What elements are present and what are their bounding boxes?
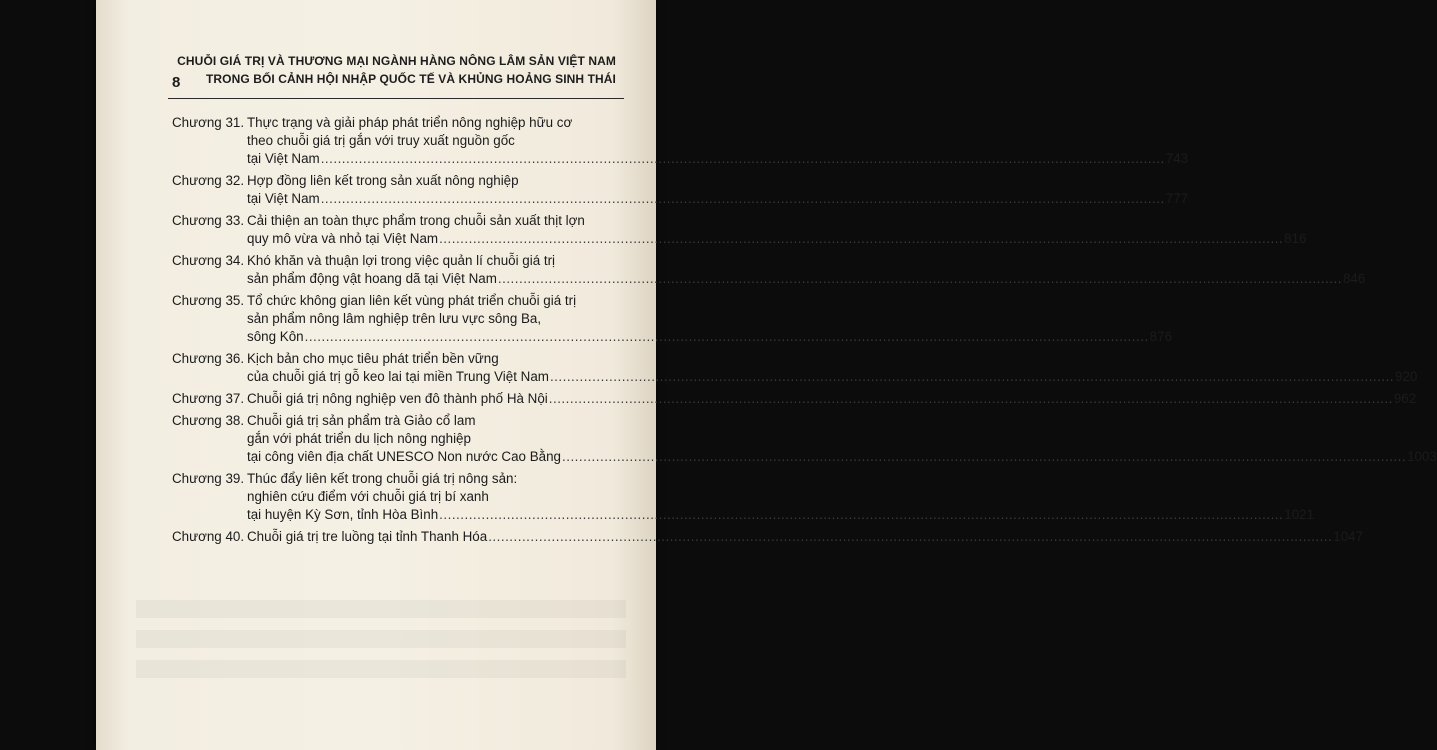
toc-entry: [172, 470, 1315, 524]
toc-dot-leader: ........................................................................................................................................................................................................: [320, 191, 1165, 206]
toc-title-text: Chuỗi giá trị tre luồng tại tỉnh Thanh Hóa: [247, 529, 488, 544]
toc-chapter-label: Chương 33.: [172, 213, 245, 228]
toc-title-line: [247, 448, 1437, 466]
toc-entry: [172, 350, 1418, 386]
toc-entry: [172, 172, 1189, 208]
toc-title-line: Tổ chức không gian liên kết vùng phát triển chuỗi giá trị: [247, 293, 577, 308]
toc-title-line: Cải thiện an toàn thực phẩm trong chuỗi sản xuất thịt lợn: [247, 213, 585, 228]
toc-chapter-label: Chương 35.: [172, 293, 245, 308]
toc-dot-leader: ........................................................................................................................................................................................................: [562, 449, 1407, 464]
toc-entry: [172, 390, 1417, 408]
toc-title-text: tại Việt Nam: [247, 191, 320, 206]
toc-page-number: 816: [1284, 231, 1307, 246]
toc-page-number: 962: [1393, 391, 1417, 406]
toc-title-line: Thực trạng và giải pháp phát triển nông nghiệp hữu cơ: [247, 115, 573, 130]
toc-title-line: [247, 528, 1363, 546]
toc-chapter-label: Chương 32.: [172, 173, 245, 188]
toc-title-line: Chuỗi giá trị sản phẩm trà Giảo cổ lam: [247, 413, 476, 428]
toc-dot-leader: ........................................................................................................................................................................................................: [439, 231, 1284, 246]
table-of-contents: [172, 114, 1437, 546]
page-number: 8: [172, 74, 181, 91]
toc-page-number: 1047: [1333, 529, 1364, 544]
toc-title-text: tại Việt Nam: [247, 151, 320, 166]
running-head: [176, 52, 616, 88]
toc-entry-title: [247, 350, 1417, 386]
toc-dot-leader: ........................................................................................................................................................................................................: [320, 151, 1165, 166]
toc-chapter-label: Chương 37.: [172, 391, 245, 406]
bleed-through-band: [136, 660, 626, 678]
toc-chapter-label: Chương 40.: [172, 529, 245, 544]
toc-title-line: Kịch bản cho mục tiêu phát triển bền vững: [247, 351, 499, 366]
toc-page-number: 1021: [1284, 507, 1315, 522]
toc-chapter-label: Chương 38.: [172, 413, 245, 428]
toc-title-text: sản phẩm động vật hoang dã tại Việt Nam: [247, 271, 497, 286]
running-head-line-2: TRONG BỐI CẢNH HỘI NHẬP QUỐC TẾ VÀ KHỦNG HOẢNG SINH THÁI: [205, 72, 616, 86]
toc-entry: [172, 114, 1189, 168]
toc-entry: [172, 292, 1173, 346]
toc-title-line: Thúc đẩy liên kết trong chuỗi giá trị nông sản:: [247, 471, 518, 486]
toc-title-text: tại huyện Kỳ Sơn, tỉnh Hòa Bình: [247, 507, 439, 522]
toc-entry: [172, 528, 1364, 546]
toc-title-line: [247, 150, 1188, 168]
toc-page-number: 876: [1149, 329, 1173, 344]
toc-entry: [172, 412, 1437, 466]
toc-chapter-label: Chương 36.: [172, 351, 245, 366]
toc-title-line: [247, 390, 1416, 408]
toc-entry-title: [247, 390, 1416, 408]
toc-title-text: tại công viên địa chất UNESCO Non nước Cao Bằng: [247, 449, 561, 464]
toc-page-number: 743: [1165, 151, 1189, 166]
toc-title-line: Khó khăn và thuận lợi trong việc quản lí chuỗi giá trị: [247, 253, 556, 268]
toc-entry-title: [247, 412, 1437, 466]
toc-chapter-label: Chương 39.: [172, 471, 245, 486]
toc-entry-title: [247, 172, 1188, 208]
toc-title-line: [247, 230, 1307, 248]
toc-title-text: Chuỗi giá trị nông nghiệp ven đô thành phố Hà Nội: [247, 391, 548, 406]
toc-page-number: 1003: [1407, 449, 1437, 464]
toc-page-number: 846: [1342, 271, 1366, 286]
toc-chapter-label: Chương 31.: [172, 115, 245, 130]
toc-title-line: [247, 368, 1417, 386]
toc-title-line: sản phẩm nông lâm nghiệp trên lưu vực sông Ba,: [247, 311, 542, 326]
bleed-through-band: [136, 600, 626, 618]
toc-title-text: sông Kôn: [247, 329, 304, 344]
toc-entry-title: [247, 470, 1314, 524]
toc-page-number: 920: [1395, 369, 1418, 384]
running-head-line-1: CHUỖI GIÁ TRỊ VÀ THƯƠNG MẠI NGÀNH HÀNG NÔNG LÂM SẢN VIỆT NAM: [177, 54, 616, 68]
toc-title-text: của chuỗi giá trị gỗ keo lai tại miền Trung Việt Nam: [247, 369, 549, 384]
toc-entry-title: [247, 292, 1172, 346]
toc-entry: [172, 252, 1366, 288]
toc-entry-title: [247, 252, 1365, 288]
toc-title-line: [247, 270, 1365, 288]
bleed-through-band: [136, 630, 626, 648]
toc-entry-title: [247, 114, 1188, 168]
toc-title-text: quy mô vừa và nhỏ tại Việt Nam: [247, 231, 439, 246]
toc-dot-leader: ........................................................................................................................................................................................................: [439, 507, 1284, 522]
toc-dot-leader: ........................................................................................................................................................................................................: [548, 391, 1393, 406]
toc-title-line: theo chuỗi giá trị gắn với truy xuất nguồn gốc: [247, 133, 515, 148]
toc-title-line: [247, 328, 1172, 346]
toc-page-number: 777: [1165, 191, 1189, 206]
toc-title-line: nghiên cứu điểm với chuỗi giá trị bí xanh: [247, 489, 489, 504]
toc-entry: [172, 212, 1307, 248]
toc-title-line: Hợp đồng liên kết trong sản xuất nông nghiệp: [247, 173, 519, 188]
toc-title-line: gắn với phát triển du lịch nông nghiệp: [247, 431, 471, 446]
toc-dot-leader: ........................................................................................................................................................................................................: [488, 529, 1333, 544]
toc-title-line: [247, 506, 1314, 524]
toc-dot-leader: ........................................................................................................................................................................................................: [304, 329, 1149, 344]
toc-dot-leader: ........................................................................................................................................................................................................: [497, 271, 1342, 286]
toc-entry-title: [247, 528, 1363, 546]
toc-dot-leader: ........................................................................................................................................................................................................: [549, 369, 1395, 384]
book-page: [96, 0, 1437, 750]
header-rule: [168, 98, 624, 99]
toc-entry-title: [247, 212, 1307, 248]
toc-chapter-label: Chương 34.: [172, 253, 245, 268]
toc-title-line: [247, 190, 1188, 208]
